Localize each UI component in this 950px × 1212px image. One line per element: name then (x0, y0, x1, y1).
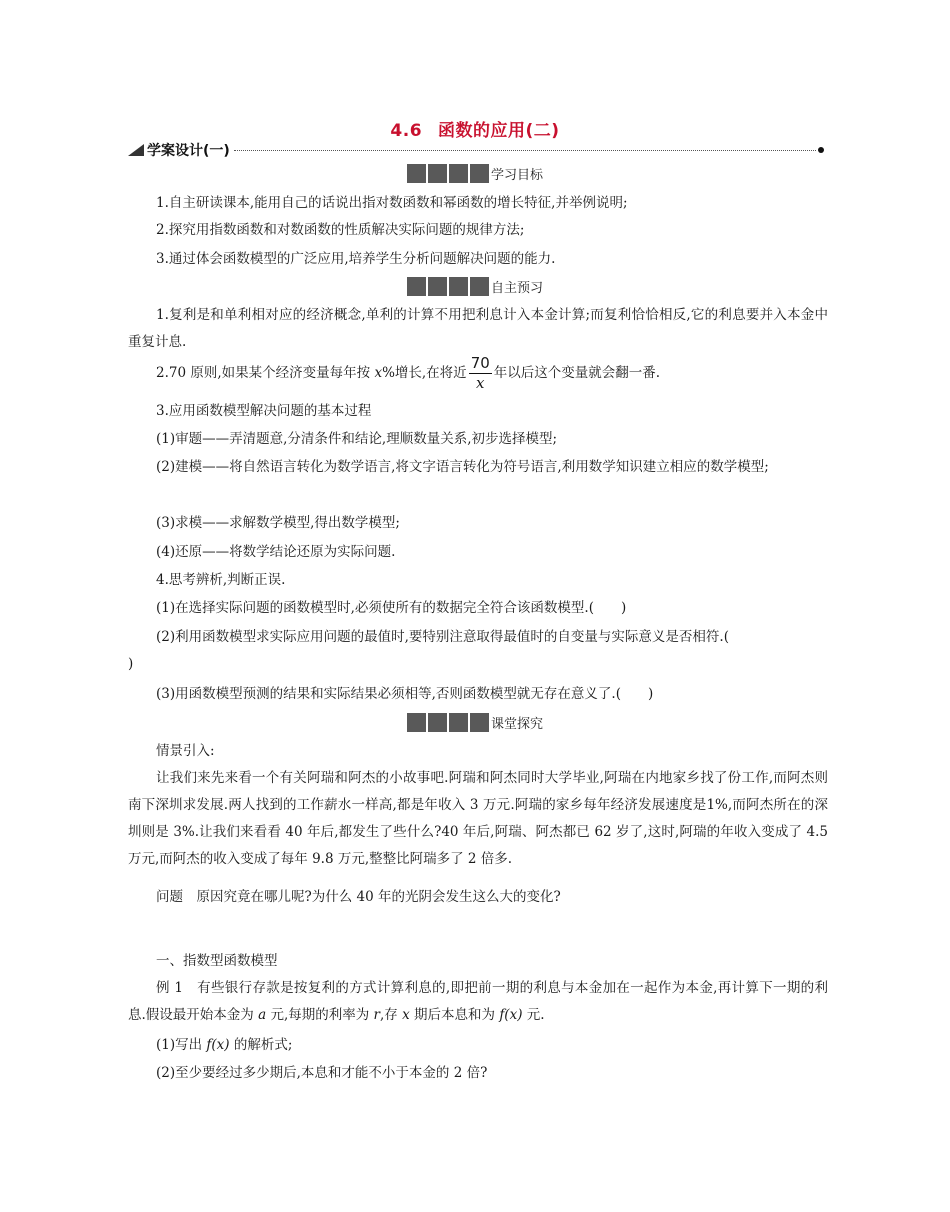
section-title-text: 函数的应用(二) (438, 121, 560, 141)
story-paragraph: 让我们来先来看一个有关阿瑞和阿杰的小故事吧.阿瑞和阿杰同时大学毕业,阿瑞在内地家乡找了份工作,而阿杰则南下深圳求发展.两人找到的工作薪水一样高,都是年收入 3 万元.阿瑞的家乡每年经济发展速度是1%,而阿杰所在的深圳则是 3%.让我们来看看 40 年后,都发生了些什么?40 年后,阿瑞、阿杰都已 62 岁了,这时,阿瑞的年收入变成了 4.5 万元,而阿杰的收入变成了每年 9.8 万元,整整比阿瑞多了 2 倍多. (128, 770, 828, 867)
preview-paragraph-1: 1.复利是和单利相对应的经济概念,单利的计算不用把利息计入本金计算;而复利恰恰相反,它的利息要并入本金中重复计息. (128, 307, 828, 350)
q1-text-a: (1)写出 (156, 1037, 207, 1053)
goal-item: 1.自主研读课本,能用自己的话说出指对数函数和幂函数的增长特征,并举例说明; (156, 195, 628, 211)
explore-heading-text: 课堂探究 (490, 716, 543, 732)
part-title: 一、指数型函数模型 (156, 953, 278, 969)
p2-text-a: 2.70 原则,如果某个经济变量每年按 (156, 365, 375, 381)
question-2: (2)至少要经过多少期后,本息和才能不小于本金的 2 倍? (156, 1065, 488, 1081)
judgment-item: (2)利用函数模型求实际应用问题的最值时,要特别注意取得最值时的自变量与实际意义是否相符.( (156, 629, 729, 645)
preview-heading-text: 自主预习 (490, 280, 543, 296)
design-header-bar (128, 141, 824, 159)
process-step: (3)求模——求解数学模型,得出数学模型; (156, 515, 400, 531)
example-1 (128, 975, 828, 1029)
ex1-text-a: 例 1 有些银行存款是按复利的方式计算利息的,即把前一期的利息与本金加在一起作为本金,再计算下一期的利息.假设最开始本金为 (128, 980, 828, 1023)
function-fx: f(x) (499, 1007, 523, 1023)
ex1-text-c: ,存 (380, 1007, 403, 1023)
goal-item: 3.通过体会函数模型的广泛应用,培养学生分析问题解决问题的能力. (156, 251, 556, 267)
page-title (0, 116, 950, 141)
intro-label: 情景引入: (156, 743, 215, 759)
fraction-numerator: 70 (470, 354, 490, 372)
preview-paragraph-3: 3.应用函数模型解决问题的基本过程 (156, 403, 372, 419)
process-step: (2)建模——将自然语言转化为数学语言,将文字语言转化为符号语言,利用数学知识建立相应的数学模型; (156, 459, 769, 475)
process-step: (1)审题——弄清题意,分清条件和结论,理顺数量关系,初步选择模型; (156, 431, 558, 447)
variable-r: r (373, 1007, 380, 1023)
dotted-divider (234, 150, 816, 151)
goals-heading-text: 学习目标 (490, 167, 543, 183)
variable-x: x (402, 1007, 410, 1023)
ex1-text-d: 期后本息和为 (409, 1007, 500, 1023)
p2-text-b: %增长,在将近 (382, 365, 467, 381)
ex1-text-e: 元. (522, 1007, 545, 1023)
ex1-text-b: 元,每期的利率为 (266, 1007, 374, 1023)
p2-text-c: 年以后这个变量就会翻一番. (493, 365, 661, 381)
fraction-70-over-x (469, 356, 492, 391)
judgment-item-continued: ) (128, 656, 134, 672)
heading-blocks-icon (407, 277, 489, 296)
preview-heading (0, 276, 950, 296)
variable-a: a (258, 1007, 267, 1023)
explore-heading (0, 712, 950, 732)
q1-text-b: 的解析式; (229, 1037, 293, 1053)
question-text: 问题 原因究竟在哪儿呢?为什么 40 年的光阴会发生这么大的变化? (156, 889, 561, 905)
design-label: 学案设计(一) (147, 143, 230, 159)
function-fx: f(x) (206, 1037, 230, 1053)
heading-blocks-icon (407, 713, 489, 732)
question-1 (156, 1034, 826, 1056)
goals-heading (0, 163, 950, 183)
section-number: 4.6 (390, 121, 423, 141)
preview-paragraph-2 (156, 353, 826, 393)
process-step: (4)还原——将数学结论还原为实际问题. (156, 544, 396, 560)
variable-x: x (374, 365, 383, 381)
triangle-icon (128, 144, 144, 156)
goal-item: 2.探究用指数函数和对数函数的性质解决实际问题的规律方法; (156, 222, 525, 238)
heading-blocks-icon (407, 164, 489, 183)
judgment-item: (1)在选择实际问题的函数模型时,必须使所有的数据完全符合该函数模型.( ) (156, 600, 627, 616)
fraction-denominator: x (476, 374, 485, 392)
judgment-item: (3)用函数模型预测的结果和实际结果必须相等,否则函数模型就无存在意义了.( ) (156, 686, 654, 702)
dot-endpoint-icon (818, 147, 824, 153)
preview-paragraph-4: 4.思考辨析,判断正误. (156, 572, 286, 588)
